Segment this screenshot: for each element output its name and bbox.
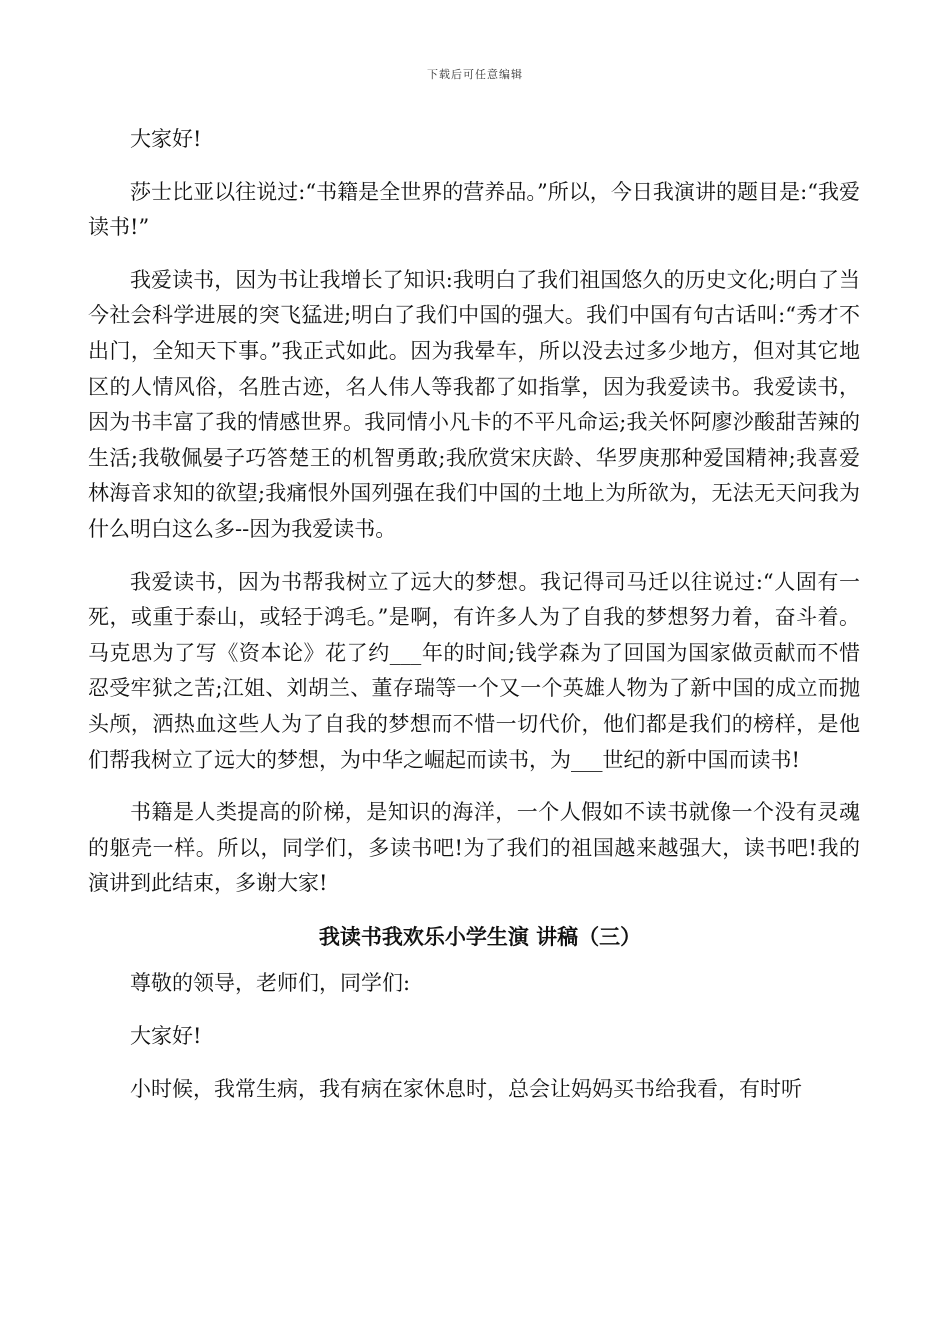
paragraph-dream: 我爱读书，因为书帮我树立了远大的梦想。我记得司马迁以往说过:“人固有一死，或重于泰山，或轻于鸿毛。”是啊，有许多人为了自我的梦想努力着，奋斗着。马克思为了写《资本论》花了约___年的时间;钱学森为了回国为国家做贡献而不惜忍受牢狱之苦;江姐、刘胡兰、董存瑞等一个又一个英雄人物为了新中国的成立而抛头颅，洒热血这些人为了自我的梦想而不惜一切代价，他们都是我们的榜样，是他们帮我树立了远大的梦想，为中华之崛起而读书，为___世纪的新中国而读书! (88, 569, 860, 772)
paragraph-greeting: 大家好! (130, 127, 202, 151)
paragraph-salutation: 尊敬的领导，老师们，同学们: (130, 971, 411, 996)
document-body (88, 122, 860, 1124)
paragraph-conclusion: 书籍是人类提高的阶梯，是知识的海洋，一个人假如不读书就像一个没有灵魂的躯壳一样。所以，同学们，多读书吧!为了我们的祖国越来越强大，读书吧!我的演讲到此结束，多谢大家! (88, 800, 860, 896)
paragraph-shakespeare-quote: 莎士比亚以往说过:“书籍是全世界的营养品。”所以，今日我演讲的题目是:“我爱读书!” (88, 179, 860, 240)
section-title: 我读书我欢乐小学生演 讲稿（三） (318, 923, 642, 949)
paragraph-childhood: 小时候，我常生病，我有病在家休息时，总会让妈妈买书给我看，有时听 (130, 1076, 802, 1101)
header-note: 下载后可任意编辑 (427, 68, 523, 81)
paragraph-greeting-2: 大家好! (130, 1024, 202, 1049)
paragraph-knowledge: 我爱读书，因为书让我增长了知识:我明白了我们祖国悠久的历史文化;明白了当今社会科学进展的突飞猛进;明白了我们中国的强大。我们中国有句古话叫:“秀才不出门，全知天下事。”我正式如此。因为我晕车，所以没去过多少地方，但对其它地区的人情风俗，名胜古迹，名人伟人等我都了如指掌，因为我爱读书。我爱读书，因为书丰富了我的情感世界。我同情小凡卡的不平凡命运;我关怀阿廖沙酸甜苦辣的生活;我敬佩晏子巧答楚王的机智勇敢;我欣赏宋庆龄、华罗庚那种爱国精神;我喜爱林海音求知的欲望;我痛恨外国列强在我们中国的土地上为所欲为，无法无天问我为什么明白这么多--因为我爱读书。 (88, 267, 860, 541)
